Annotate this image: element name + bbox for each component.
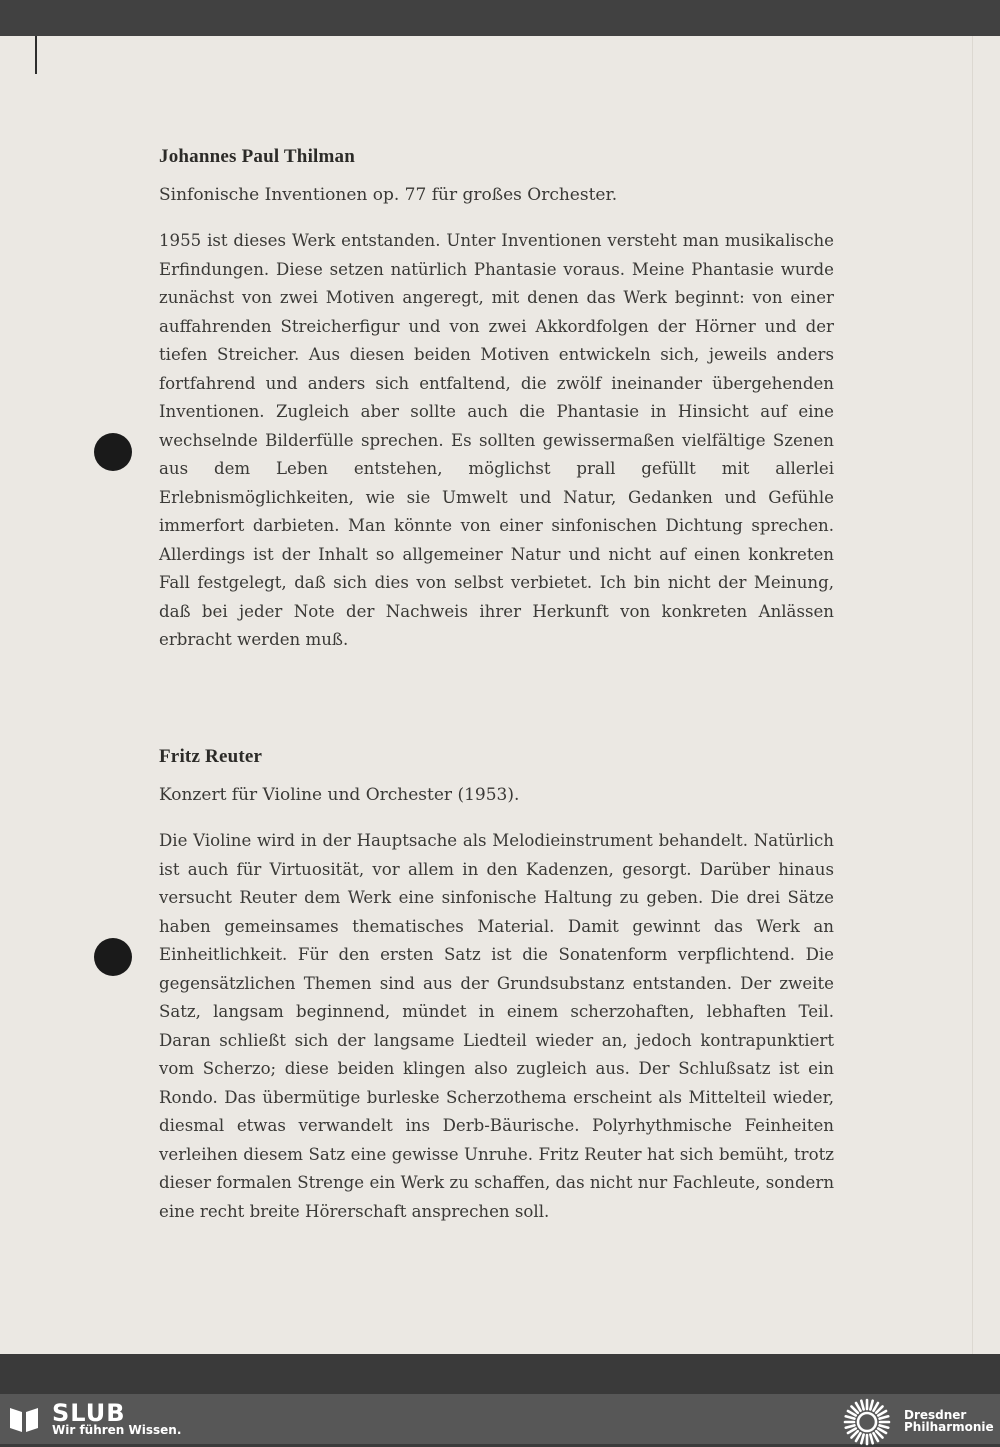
scan-bottom-border xyxy=(0,1354,1000,1394)
composer-heading: Johannes Paul Thilman xyxy=(159,146,356,167)
slub-tagline: Wir führen Wissen. xyxy=(52,1423,182,1437)
section-body: 1955 ist dieses Werk entstanden. Unter Inventionen versteht man musikalische Erfindungen. Diese setzen natürlich Phantasie voraus. Meine Phantasie wurde zunächst von zwei Motiven angeregt, mit denen das Werk beginnt: von einer auffahrenden Streicherfigur und von zwei Akkordfolgen der Hörner und der tiefen Streicher. Aus diesen beiden Motiven entwickeln sich, jeweils anders fortfahrend und anders sich entfaltend, die zwölf ineinander übergehenden Inventionen. Zugleich aber sollte auch die Phantasie in Hinsicht auf eine wechselnde Bilderfülle sprechen. Es sollten gewissermaßen vielfältige Szenen aus dem Leben entstehen, möglichst prall gefüllt mit allerlei Erlebnismöglichkeiten, wie sie Umwelt und Natur, Gedanken und Gefühle immerfort darbieten. Man könnte von einer sinfonischen Dichtung sprechen. Allerdings ist der Inhalt so allgemeiner Natur und nicht auf einen konkreten Fall festgelegt, daß sich dies von selbst verbietet. Ich bin nicht der Meinung, daß bei jeder Note der Nachweis ihrer Herkunft von konkreten Anlässen erbracht werden muß. xyxy=(159,231,834,649)
punch-hole-upper xyxy=(94,433,132,471)
philharmonie-name-line2: Philharmonie xyxy=(904,1420,994,1434)
section-thilman xyxy=(159,146,834,655)
work-title: Konzert für Violine und Orchester (1953). xyxy=(159,785,520,805)
footer-bar xyxy=(0,1394,1000,1444)
page-edge-mark xyxy=(35,36,37,74)
page-fold-line xyxy=(972,36,973,1354)
book-icon xyxy=(8,1404,40,1434)
work-title: Sinfonische Inventionen op. 77 für großes Orchester. xyxy=(159,185,618,205)
philharmonie-logo-text xyxy=(904,1409,994,1433)
scan-top-border xyxy=(0,0,1000,36)
composer-heading: Fritz Reuter xyxy=(159,746,263,767)
slub-logo-text: SLUB xyxy=(52,1399,126,1427)
section-body: Die Violine wird in der Hauptsache als Melodieinstrument behandelt. Natürlich ist auch für Virtuosität, vor allem in den Kadenzen, gesorgt. Darüber hinaus versucht Reuter dem Werk eine sinfonische Haltung zu geben. Die drei Sätze haben gemeinsames thematisches Material. Damit gewinnt das Werk an Einheitlichkeit. Für den ersten Satz ist die Sonatenform verpflichtend. Die gegensätzlichen Themen sind aus der Grundsubstanz entstanden. Der zweite Satz, langsam beginnend, mündet in einem scherzohaften, lebhaften Teil. Daran schließt sich der langsame Liedteil wieder an, jedoch kontrapunktiert vom Scherzo; diese beiden klingen also zugleich aus. Der Schlußsatz ist ein Rondo. Das übermütige burleske Scherzothema erscheint als Mittelteil wieder, diesmal etwas verwandelt ins Derb-Bäurische. Polyrhythmische Feinheiten verleihen diesem Satz eine gewisse Unruhe. Fritz Reuter hat sich bemüht, trotz dieser formalen Strenge ein Werk zu schaffen, das nicht nur Fachleute, sondern eine recht breite Hörerschaft ansprechen soll. xyxy=(159,831,834,1221)
philharmonie-name-line1: Dresdner xyxy=(904,1408,967,1422)
punch-hole-lower xyxy=(94,938,132,976)
sunburst-icon xyxy=(842,1397,892,1447)
section-reuter xyxy=(159,746,834,1226)
